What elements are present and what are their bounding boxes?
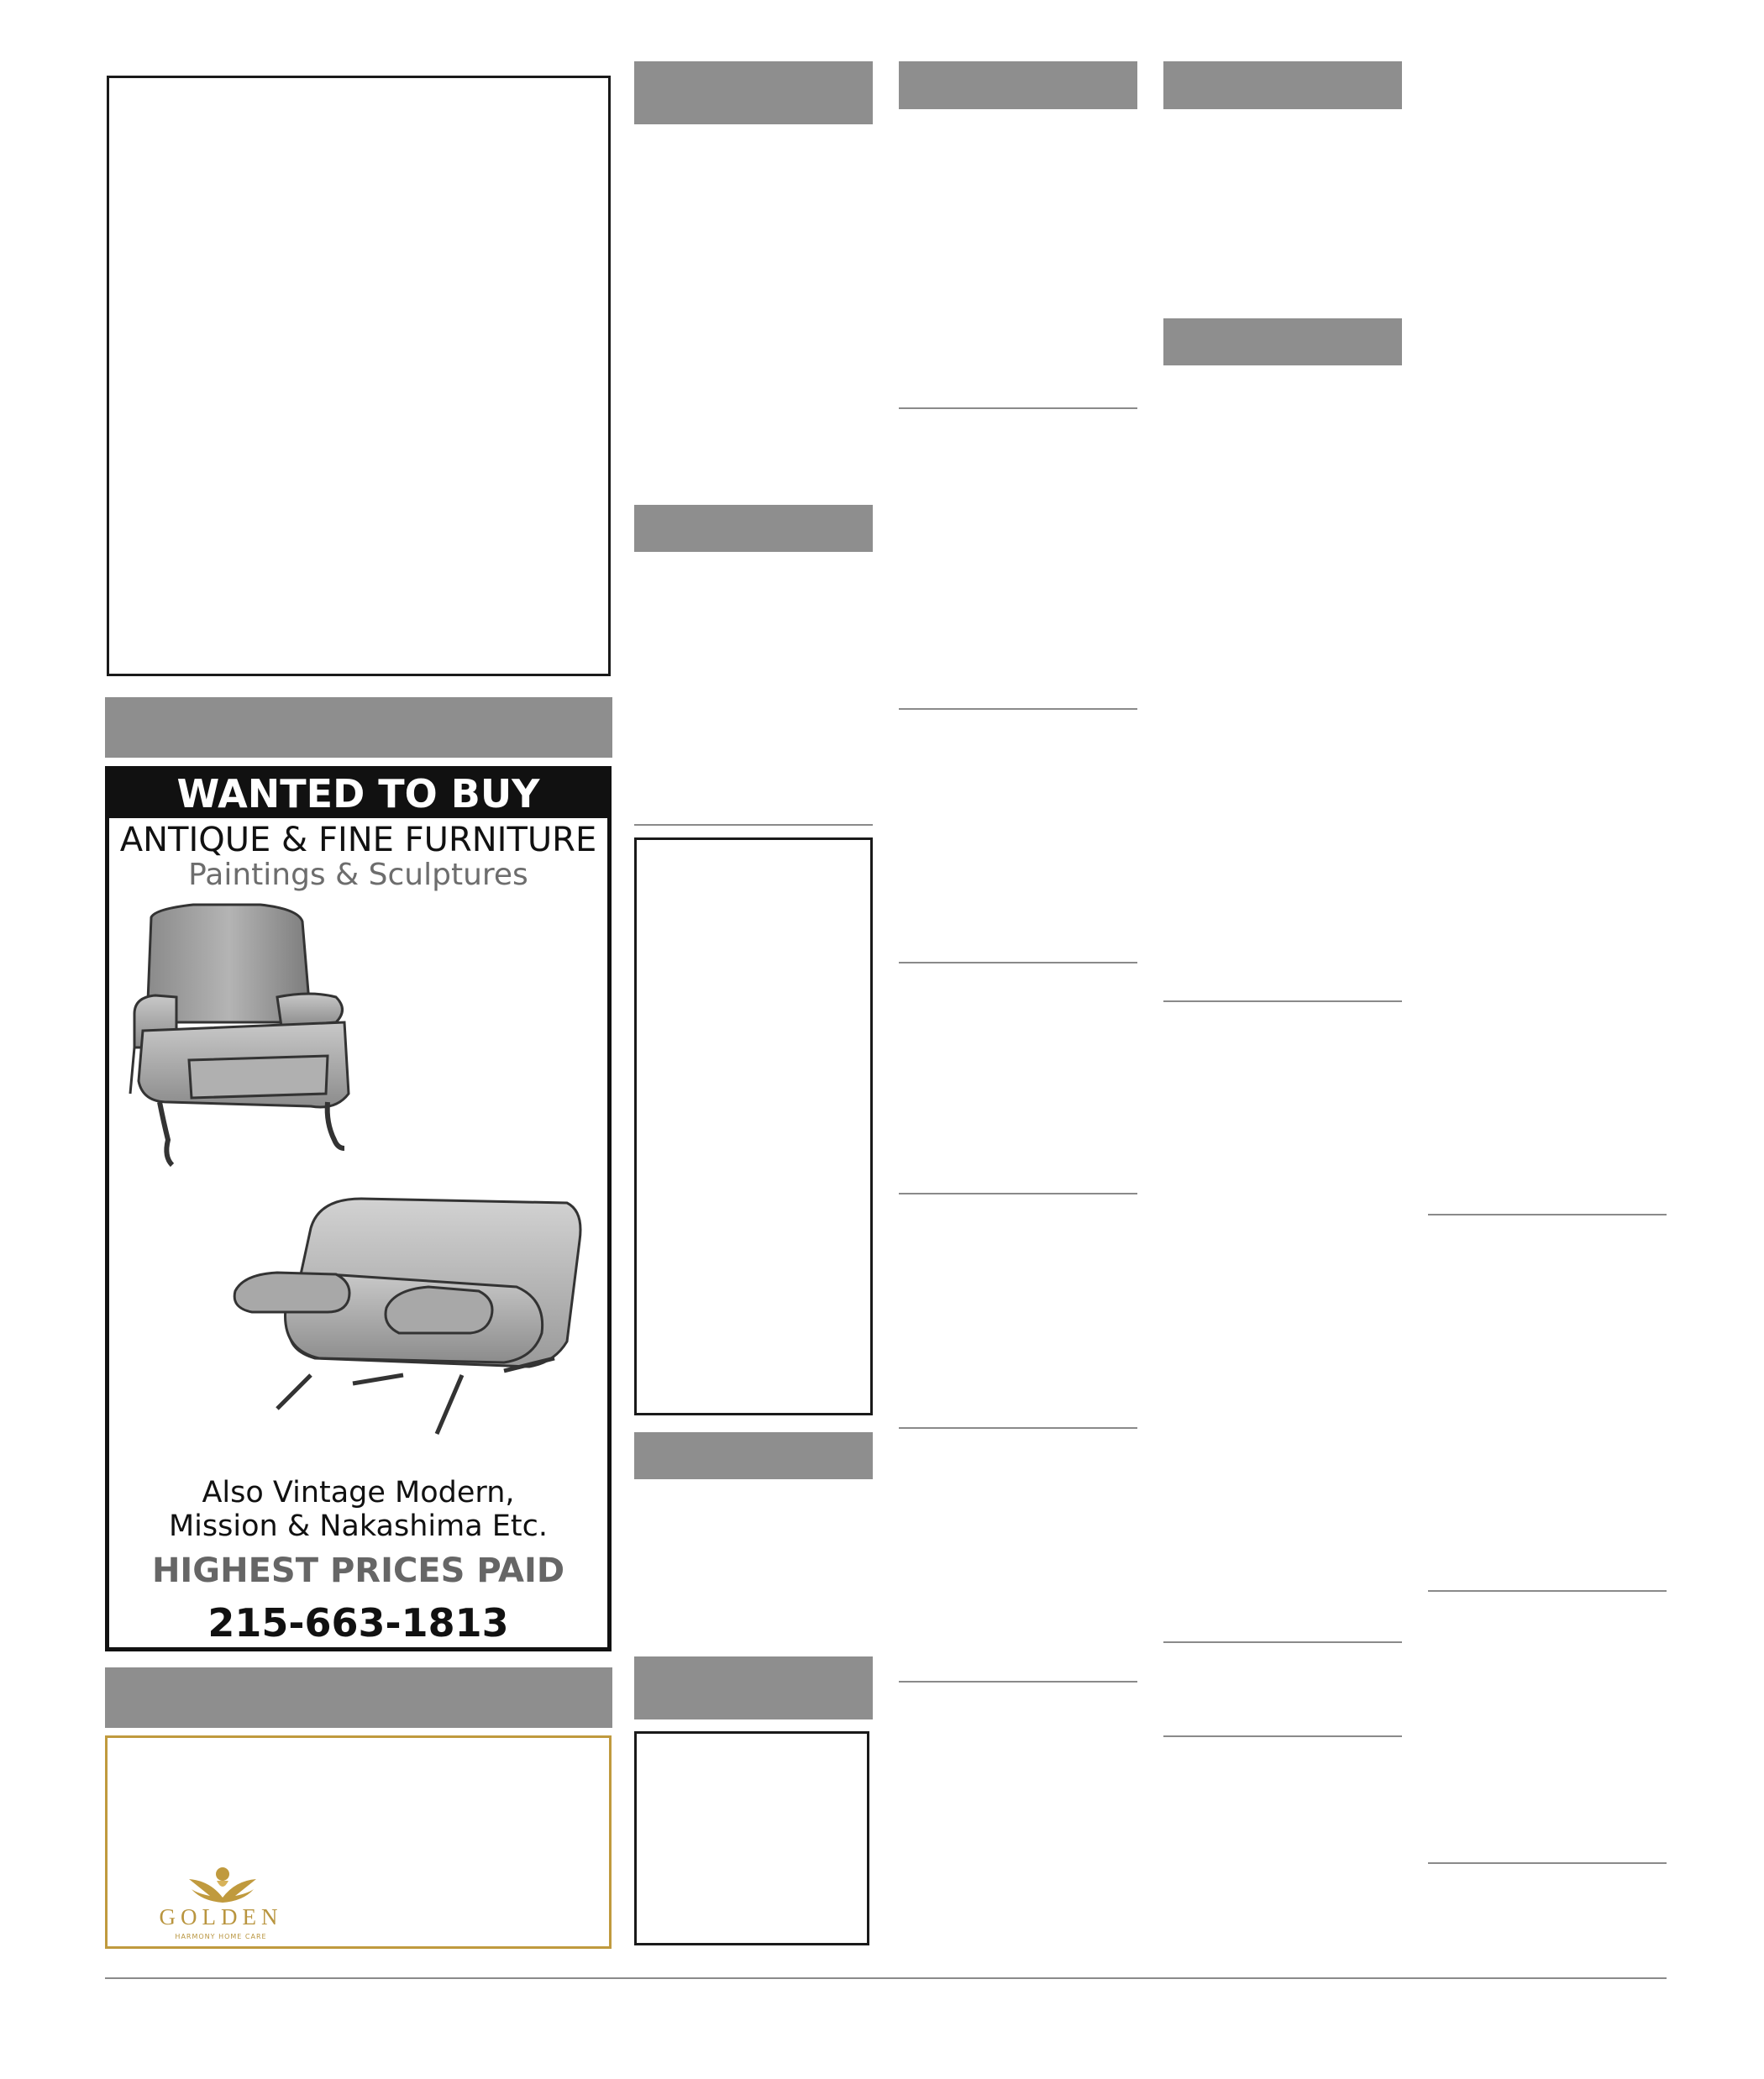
section-header-bar — [634, 505, 873, 552]
divider-rule — [899, 1681, 1137, 1683]
golden-wings-logo-icon — [185, 1864, 260, 1906]
ad-line-paintings: Paintings & Sculptures — [188, 858, 528, 892]
divider-rule — [1163, 1641, 1402, 1643]
section-header-bar — [1163, 318, 1402, 365]
ad-box-top-left — [107, 76, 611, 676]
divider-rule — [1428, 1590, 1667, 1592]
golden-logo-text: GOLDEN — [159, 1904, 283, 1929]
divider-rule — [1163, 1000, 1402, 1002]
section-header-bar — [634, 1432, 873, 1479]
ad-line-mission: Mission & Nakashima Etc. — [168, 1509, 548, 1543]
divider-rule — [1163, 1735, 1402, 1737]
wingback-chair-icon — [130, 905, 349, 1165]
ad-headline: WANTED TO BUY — [109, 770, 607, 818]
divider-rule — [899, 1427, 1137, 1429]
modern-chair-icon — [234, 1199, 580, 1434]
ad-box-bottom — [634, 1731, 869, 1945]
ad-phone-number: 215-663-1813 — [207, 1600, 509, 1646]
ad-box-middle — [634, 837, 873, 1415]
page-bottom-rule — [105, 1977, 1667, 1979]
divider-rule — [899, 407, 1137, 409]
section-header-bar — [634, 1656, 873, 1719]
ad-line-prices: HIGHEST PRICES PAID — [151, 1551, 565, 1590]
golden-harmony-ad — [105, 1735, 612, 1949]
ad-line-furniture: ANTIQUE & FINE FURNITURE — [119, 821, 597, 859]
section-header-bar — [1163, 61, 1402, 109]
golden-logo-subtext: HARMONY HOME CARE — [175, 1933, 267, 1940]
ad-line-vintage: Also Vintage Modern, — [202, 1476, 515, 1509]
wanted-to-buy-ad — [105, 766, 612, 1651]
divider-rule — [899, 1193, 1137, 1194]
section-header-bar — [105, 1667, 612, 1728]
divider-rule — [899, 962, 1137, 963]
section-header-bar — [899, 61, 1137, 109]
section-header-bar — [105, 697, 612, 758]
divider-rule — [899, 708, 1137, 710]
section-header-bar — [634, 61, 873, 124]
divider-rule — [1428, 1862, 1667, 1864]
divider-rule — [634, 824, 873, 826]
divider-rule — [1428, 1214, 1667, 1215]
